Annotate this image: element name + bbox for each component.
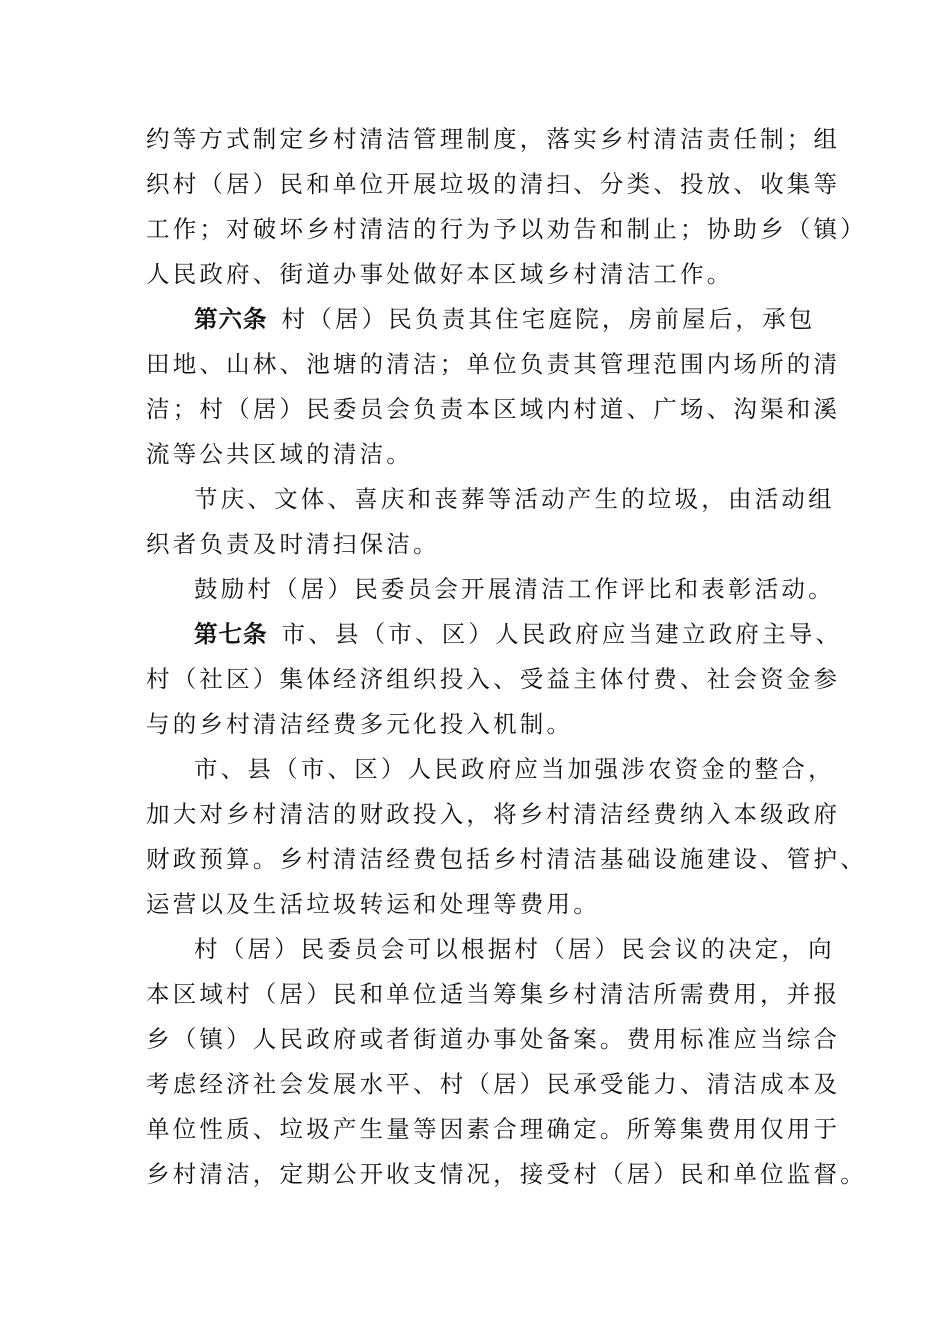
text-line bbox=[146, 567, 835, 612]
line-text: 村（居）民负责其住宅庭院，房前屋后，承包 bbox=[281, 305, 816, 333]
line-text: 运营以及生活垃圾转运和处理等费用。 bbox=[146, 890, 600, 918]
text-line bbox=[146, 1017, 841, 1062]
text-line bbox=[146, 162, 841, 207]
text-line bbox=[146, 432, 810, 477]
line-text: 市、县（市、区）人民政府应当加强涉农资金的整合， bbox=[194, 755, 835, 783]
line-text: 约等方式制定乡村清洁管理制度，落实乡村清洁责任制；组 bbox=[146, 125, 841, 153]
line-text: 乡村清洁，定期公开收支情况，接受村（居）民和单位监督。 bbox=[146, 1160, 867, 1188]
line-text: 织村（居）民和单位开展垃圾的清扫、分类、投放、收集等 bbox=[146, 170, 841, 198]
text-line bbox=[146, 522, 810, 567]
line-text: 村（居）民委员会可以根据村（居）民会议的决定，向 bbox=[194, 935, 835, 963]
article-7-first-line bbox=[146, 612, 843, 657]
text-line bbox=[146, 702, 810, 747]
article-7-heading: 第七条 bbox=[194, 620, 268, 648]
text-line bbox=[146, 252, 810, 297]
text-line bbox=[146, 927, 835, 972]
text-line bbox=[146, 207, 867, 252]
line-text: 节庆、文体、喜庆和丧葬等活动产生的垃圾，由活动组 bbox=[194, 485, 835, 513]
text-line bbox=[146, 972, 841, 1017]
article-6-heading: 第六条 bbox=[194, 305, 268, 333]
text-line bbox=[146, 477, 835, 522]
line-text: 与的乡村清洁经费多元化投入机制。 bbox=[146, 710, 574, 738]
line-text: 洁；村（居）民委员会负责本区域内村道、广场、沟渠和溪 bbox=[146, 395, 841, 423]
text-line bbox=[146, 387, 841, 432]
text-line bbox=[146, 1062, 841, 1107]
line-text: 鼓励村（居）民委员会开展清洁工作评比和表彰活动。 bbox=[194, 575, 835, 603]
line-text: 市、县（市、区）人民政府应当建立政府主导、 bbox=[281, 620, 843, 648]
text-line bbox=[146, 1152, 867, 1197]
text-line bbox=[146, 882, 810, 927]
line-text: 考虑经济社会发展水平、村（居）民承受能力、清洁成本及 bbox=[146, 1070, 841, 1098]
line-text: 村（社区）集体经济组织投入、受益主体付费、社会资金参 bbox=[146, 665, 841, 693]
line-text: 人民政府、街道办事处做好本区域乡村清洁工作。 bbox=[146, 260, 734, 288]
text-line bbox=[146, 1107, 841, 1152]
line-text: 织者负责及时清扫保洁。 bbox=[146, 530, 440, 558]
text-line bbox=[146, 792, 841, 837]
line-text: 田地、山林、池塘的清洁；单位负责其管理范围内场所的清 bbox=[146, 350, 841, 378]
document-page bbox=[146, 117, 867, 1197]
text-line bbox=[146, 117, 841, 162]
text-line bbox=[146, 657, 841, 702]
line-text: 加大对乡村清洁的财政投入，将乡村清洁经费纳入本级政府 bbox=[146, 800, 841, 828]
line-text: 乡（镇）人民政府或者街道办事处备案。费用标准应当综合 bbox=[146, 1025, 841, 1053]
line-text: 财政预算。乡村清洁经费包括乡村清洁基础设施建设、管护、 bbox=[146, 845, 867, 873]
line-text: 本区域村（居）民和单位适当筹集乡村清洁所需费用，并报 bbox=[146, 980, 841, 1008]
text-line bbox=[146, 342, 841, 387]
article-6-first-line bbox=[146, 297, 816, 342]
line-text: 工作；对破坏乡村清洁的行为予以劝告和制止；协助乡（镇） bbox=[146, 215, 867, 243]
text-line bbox=[146, 837, 867, 882]
text-line bbox=[146, 747, 835, 792]
line-text: 单位性质、垃圾产生量等因素合理确定。所筹集费用仅用于 bbox=[146, 1115, 841, 1143]
line-text: 流等公共区域的清洁。 bbox=[146, 440, 413, 468]
